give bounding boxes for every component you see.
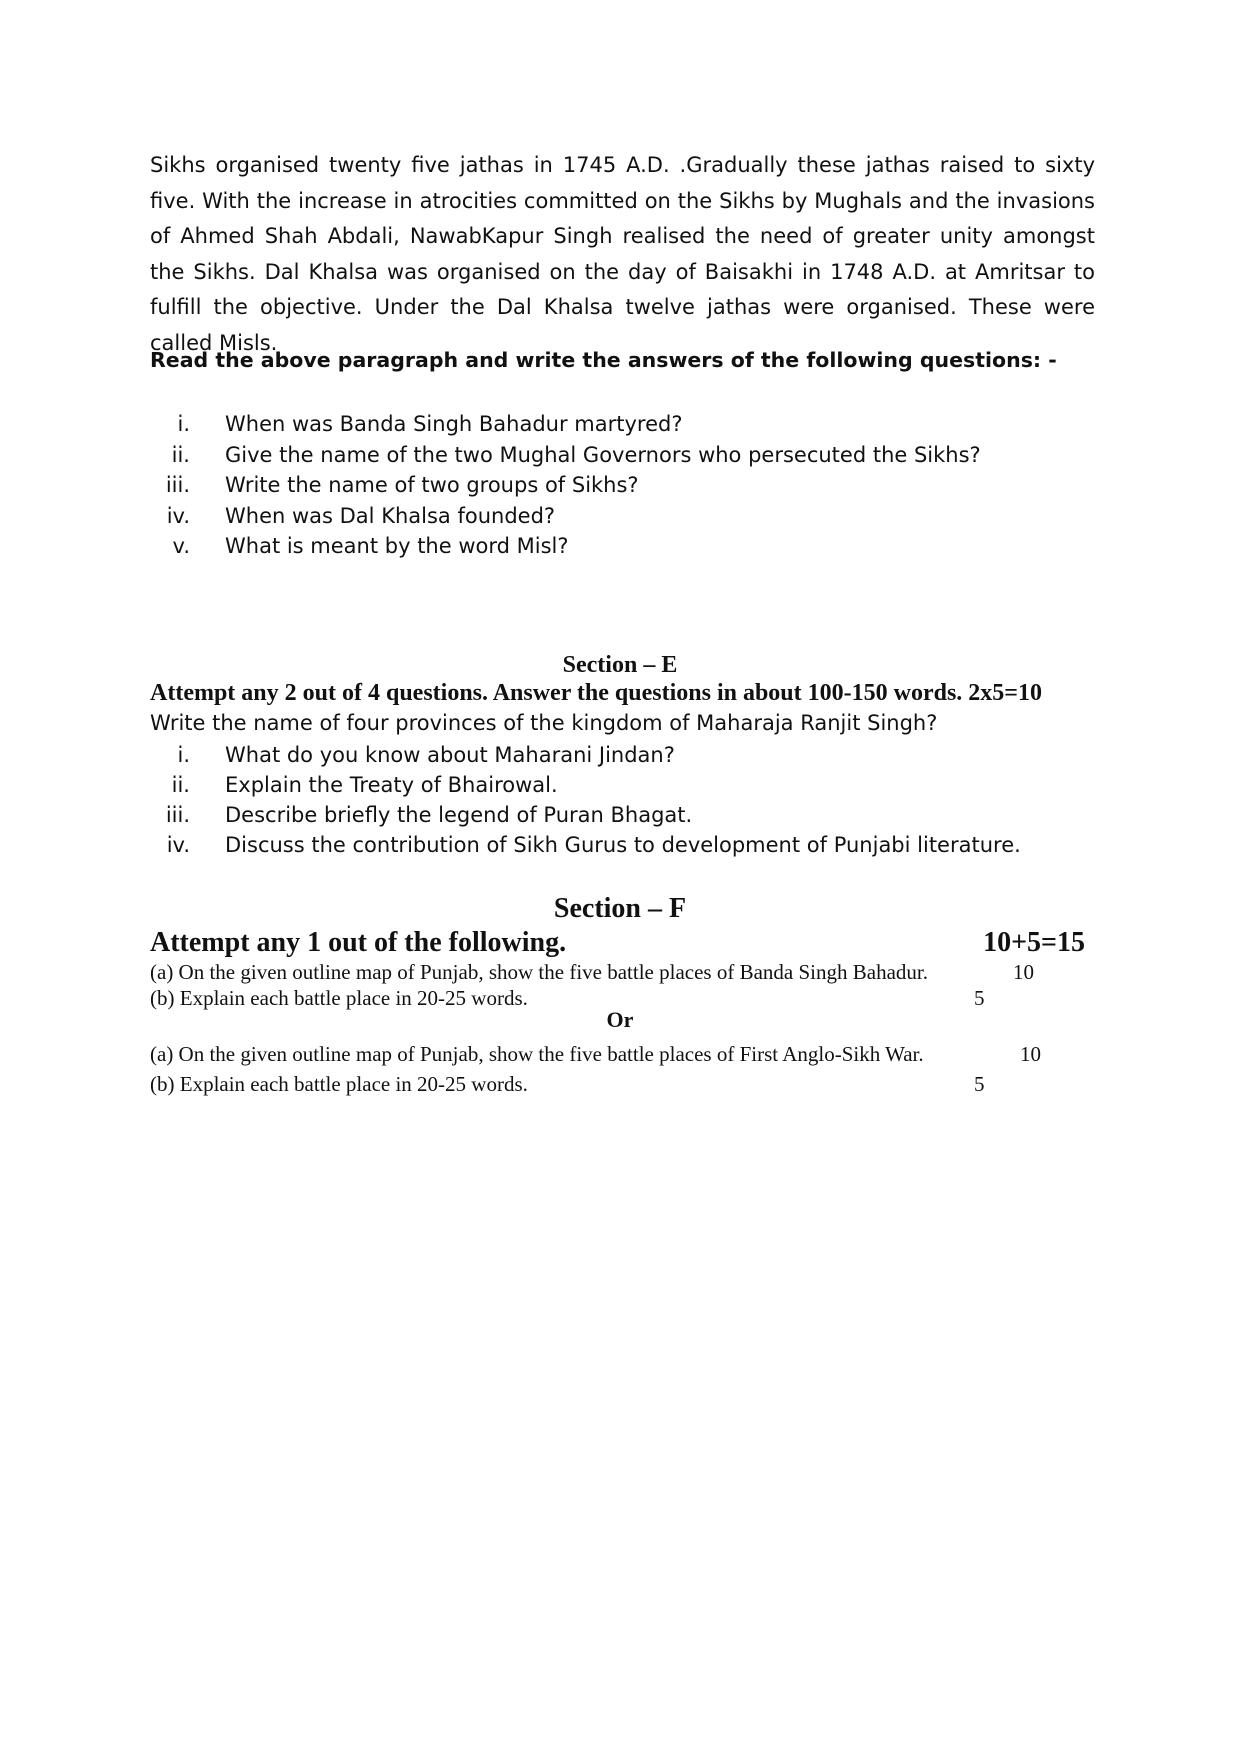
question-number: ii. [171, 442, 190, 467]
question-number: iv. [166, 833, 190, 857]
option-text: (b) Explain each battle place in 20-25 words. [150, 986, 528, 1010]
passage-question-list [150, 409, 1110, 562]
question-text: Give the name of the two Mughal Governors who persecuted the Sikhs? [225, 442, 981, 467]
section-f-instruction-row [150, 926, 1085, 960]
option-text: (a) On the given outline map of Punjab, show the five battle places of First Anglo-Sikh War. [150, 1042, 924, 1066]
section-e-title: Section – E [562, 652, 678, 678]
question-text: When was Dal Khalsa founded? [225, 503, 556, 528]
list-item [150, 830, 1110, 860]
question-text: What is meant by the word Misl? [225, 534, 569, 558]
or-label: Or [606, 1007, 634, 1032]
section-e-lead-question: Write the name of four provinces of the kingdom of Maharaja Ranjit Singh? [150, 711, 938, 735]
list-item [150, 440, 1110, 471]
option-marks: 5 [974, 986, 985, 1010]
list-item [150, 770, 1110, 800]
section-f-instruction: Attempt any 1 out of the following. [150, 927, 567, 958]
question-text: What do you know about Maharani Jindan? [225, 743, 675, 767]
section-e-instruction: Attempt any 2 out of 4 questions. Answer the questions in about 100-150 words. 2x5=10 [150, 680, 1042, 706]
list-item [150, 740, 1110, 770]
section-e-question-list [150, 740, 1110, 860]
question-number: i. [177, 743, 190, 767]
passage-paragraph: Sikhs organised twenty five jathas in 1745 A.D. .Gradually these jathas raised to sixty five. With the increase in atrocities committed on the Sikhs by Mughals and the invasions of Ahmed Shah Abdali, NawabKapur Singh realised the need of greater unity amongst the Sikhs. Dal Khalsa was organised on the day of Baisakhi in 1748 A.D. at Amritsar to fulfill the objective. Under the Dal Khalsa twelve jathas were organised. These were called Misls. [150, 153, 1095, 355]
question-text: Describe briefly the legend of Puran Bhagat. [225, 803, 693, 827]
option-marks: 5 [974, 1072, 985, 1096]
option-marks: 10 [1013, 960, 1034, 984]
option2-part-b [150, 1070, 1050, 1098]
option-text: (a) On the given outline map of Punjab, show the five battle places of Banda Singh Bahadur. [150, 960, 928, 984]
passage-instruction: Read the above paragraph and write the answers of the following questions: - [150, 348, 1057, 372]
question-number: iv. [166, 503, 190, 528]
list-item [150, 800, 1110, 830]
section-f-marks: 10+5=15 [983, 927, 1085, 958]
question-number: iii. [165, 473, 190, 497]
question-text: Explain the Treaty of Bhairowal. [225, 773, 558, 797]
question-number: i. [177, 412, 190, 436]
option2-part-a [150, 1040, 1050, 1068]
list-item [150, 409, 1110, 440]
question-text: Discuss the contribution of Sikh Gurus to development of Punjabi literature. [225, 833, 1021, 857]
option-marks: 10 [1020, 1042, 1041, 1066]
list-item [150, 501, 1110, 532]
question-number: ii. [171, 773, 190, 797]
question-text: When was Banda Singh Bahadur martyred? [225, 412, 683, 436]
question-number: v. [172, 534, 190, 558]
list-item [150, 531, 1110, 562]
section-f-title: Section – F [553, 893, 687, 924]
question-number: iii. [165, 803, 190, 827]
question-text: Write the name of two groups of Sikhs? [225, 473, 639, 497]
option-text: (b) Explain each battle place in 20-25 words. [150, 1072, 528, 1096]
option1-part-a [150, 958, 1050, 986]
list-item [150, 470, 1110, 501]
